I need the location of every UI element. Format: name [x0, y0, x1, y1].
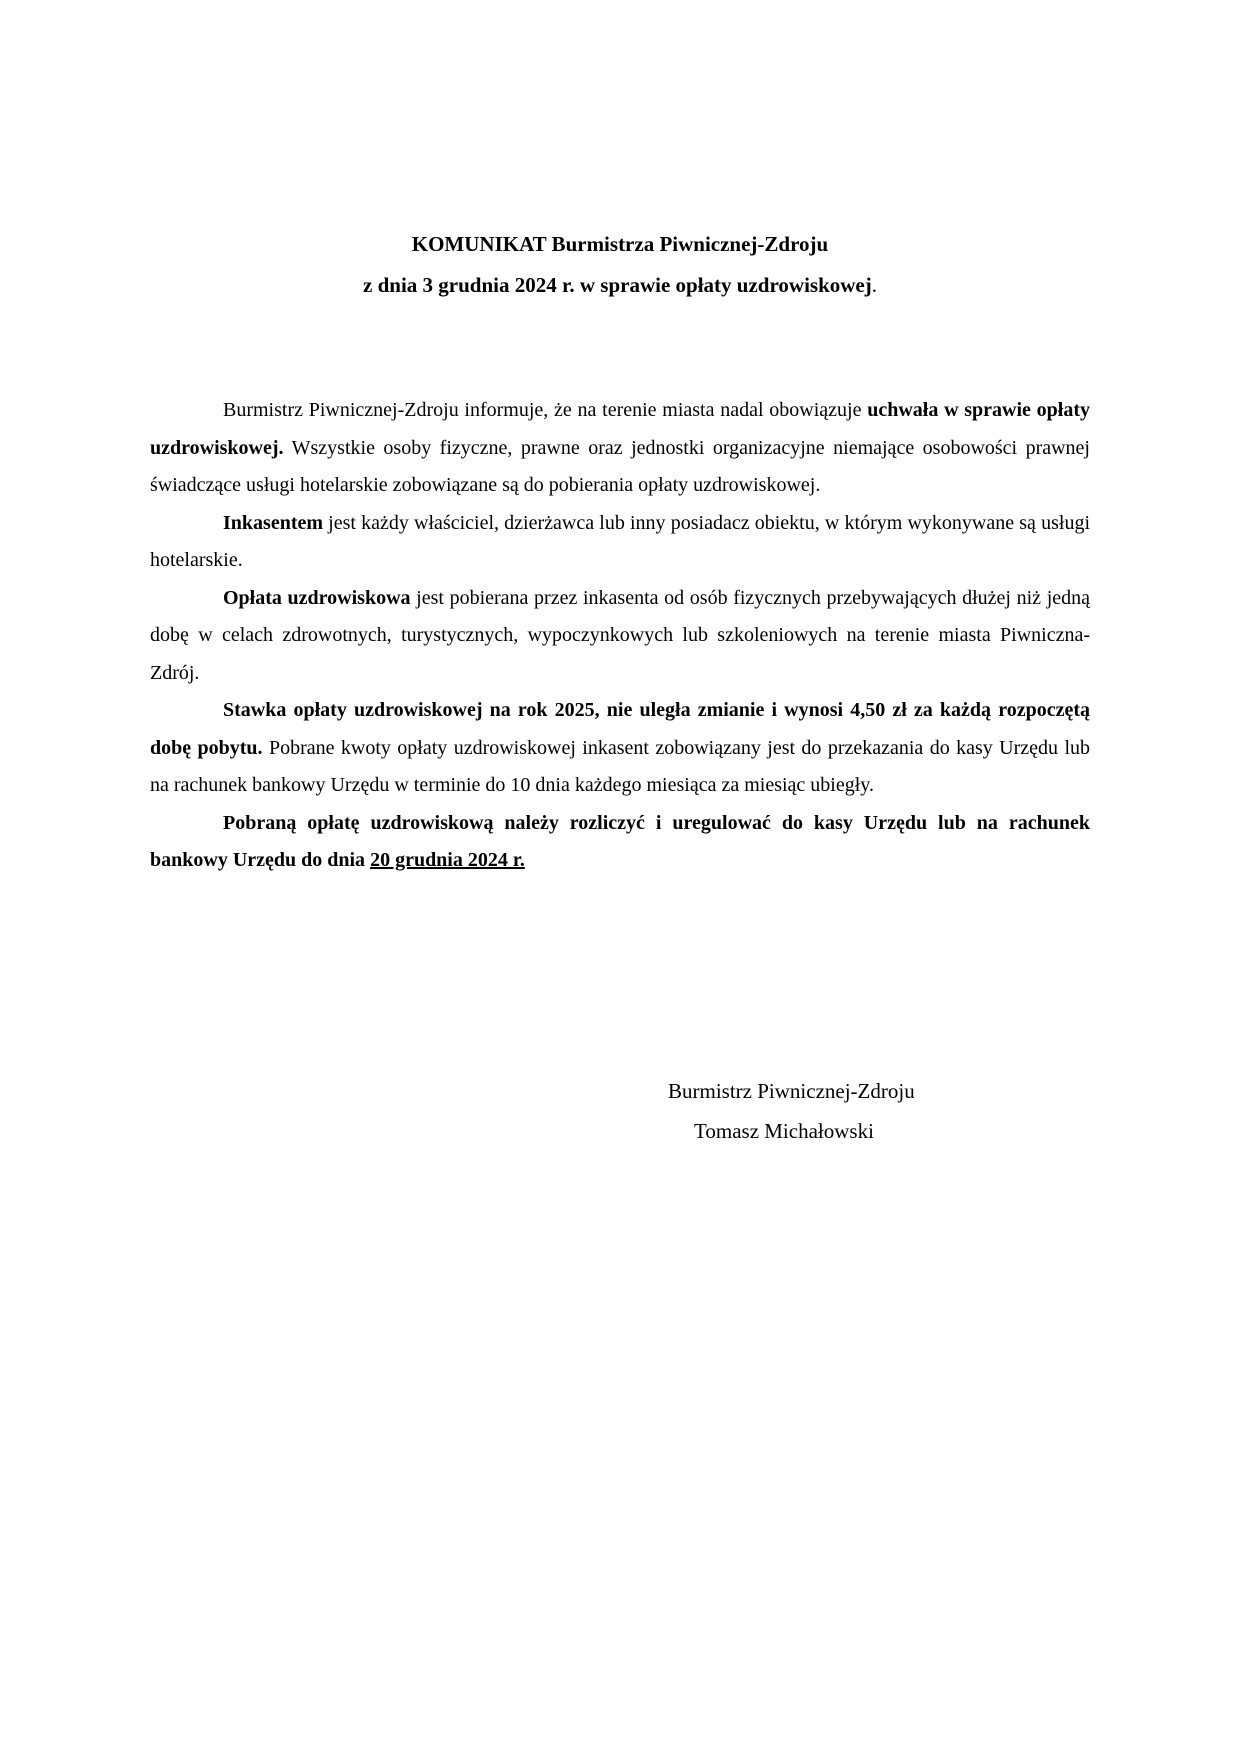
p2-text-1: jest każdy właściciel, dzierżawca lub inny posiadacz obiektu, w którym wykonywane są usługi hotelarskie.: [150, 511, 1090, 571]
paragraph-deadline: [150, 805, 1090, 880]
signature-block: [668, 1071, 1028, 1151]
p1-text-2: Wszystkie osoby fizyczne, prawne oraz jednostki organizacyjne niemające osobowości prawnej świadczące usługi hotelarskie zobowiązane są do pobierania opłaty uzdrowiskowej.: [150, 436, 1090, 496]
p4-text-1: Pobrane kwoty opłaty uzdrowiskowej inkasent zobowiązany jest do przekazania do kasy Urzędu lub na rachunek bankowy Urzędu w terminie do 10 dnia każdego miesiąca za miesiąc ubiegły.: [150, 736, 1090, 796]
document-title: [150, 224, 1090, 306]
title-line-2-period: .: [871, 273, 877, 297]
title-line-2: [150, 265, 1090, 306]
document-body: [150, 392, 1090, 880]
p1-bold-1: uchwała w sprawie opłaty uzdrowiskowej.: [150, 399, 1090, 459]
signature-name: Tomasz Michałowski: [694, 1119, 874, 1143]
paragraph-resolution: [150, 392, 1090, 505]
p5-deadline-date: 20 grudnia 2024 r.: [370, 849, 525, 871]
p2-bold-1: Inkasentem: [223, 511, 324, 534]
p3-text-1: jest pobierana przez inkasenta od osób fizycznych przebywających dłużej niż jedną dobę w celach zdrowotnych, turystycznych, wypoczynkowych lub szkoleniowych na terenie miasta Piwniczna-Zdrój.: [150, 586, 1091, 684]
paragraph-collector: [150, 505, 1090, 580]
paragraph-fee: [150, 580, 1090, 693]
title-line-1: KOMUNIKAT Burmistrza Piwnicznej-Zdroju: [411, 232, 829, 256]
p5-bold-1: Pobraną opłatę uzdrowiskową należy rozliczyć i uregulować do kasy Urzędu lub na rachunek bankowy Urzędu do dnia: [150, 811, 1090, 871]
p1-text-1: Burmistrz Piwnicznej-Zdroju informuje, że na terenie miasta nadal obowiązuje: [223, 399, 868, 421]
title-line-2-text: z dnia 3 grudnia 2024 r. w sprawie opłaty uzdrowiskowej: [363, 273, 872, 297]
signature-role: Burmistrz Piwnicznej-Zdroju: [668, 1079, 915, 1103]
p4-bold-1: Stawka opłaty uzdrowiskowej na rok 2025, nie uległa zmianie i wynosi 4,50 zł za każdą rozpoczętą dobę pobytu.: [150, 699, 1090, 759]
paragraph-rate: [150, 692, 1090, 805]
p3-bold-1: Opłata uzdrowiskowa: [223, 586, 411, 609]
